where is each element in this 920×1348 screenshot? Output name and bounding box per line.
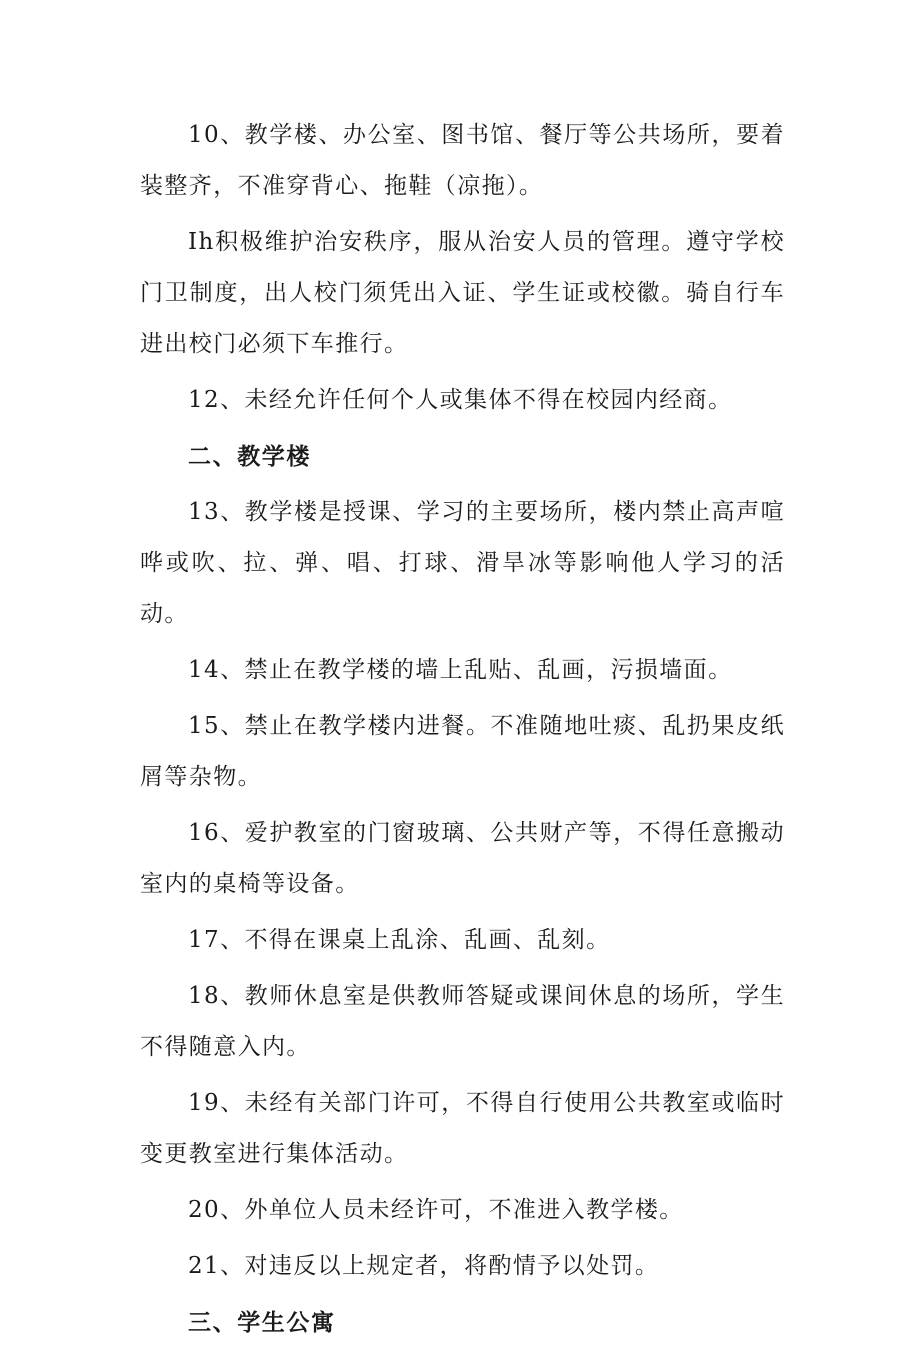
paragraph-18: 18、教师休息室是供教师答疑或课间休息的场所，学生不得随意入内。 [140, 983, 785, 1060]
paragraph-17: 17、不得在课桌上乱涂、乱画、乱刻。 [188, 927, 611, 953]
paragraph-16: 16、爱护教室的门窗玻璃、公共财产等，不得任意搬动室内的桌椅等设备。 [140, 820, 785, 897]
paragraph-21: 21、对违反以上规定者，将酌情予以处罚。 [188, 1253, 660, 1279]
paragraph-15: 15、禁止在教学楼内进餐。不准随地吐痰、乱扔果皮纸屑等杂物。 [140, 713, 785, 790]
paragraph-13: 13、教学楼是授课、学习的主要场所，楼内禁止高声喧哗或吹、拉、弹、唱、打球、滑旱冰等影响他人学习的活动。 [140, 499, 785, 627]
paragraph-14: 14、禁止在教学楼的墙上乱贴、乱画，污损墙面。 [188, 657, 733, 683]
paragraph-11: Ih积极维护治安秩序，服从治安人员的管理。遵守学校门卫制度，出人校门须凭出入证、学生证或校徽。骑自行车进出校门必须下车推行。 [140, 229, 785, 357]
paragraph-12: 12、未经允许任何个人或集体不得在校园内经商。 [188, 387, 733, 413]
section-heading-teaching-building: 二、教学楼 [188, 443, 311, 470]
paragraph-19: 19、未经有关部门许可，不得自行使用公共教室或临时变更教室进行集体活动。 [140, 1090, 785, 1167]
section-heading-student-apartment: 三、学生公寓 [188, 1309, 336, 1336]
paragraph-20: 20、外单位人员未经许可，不准进入教学楼。 [188, 1197, 684, 1223]
document-body [140, 110, 785, 1348]
paragraph-10: 10、教学楼、办公室、图书馆、餐厅等公共场所，要着装整齐，不准穿背心、拖鞋（凉拖）。 [140, 122, 785, 199]
